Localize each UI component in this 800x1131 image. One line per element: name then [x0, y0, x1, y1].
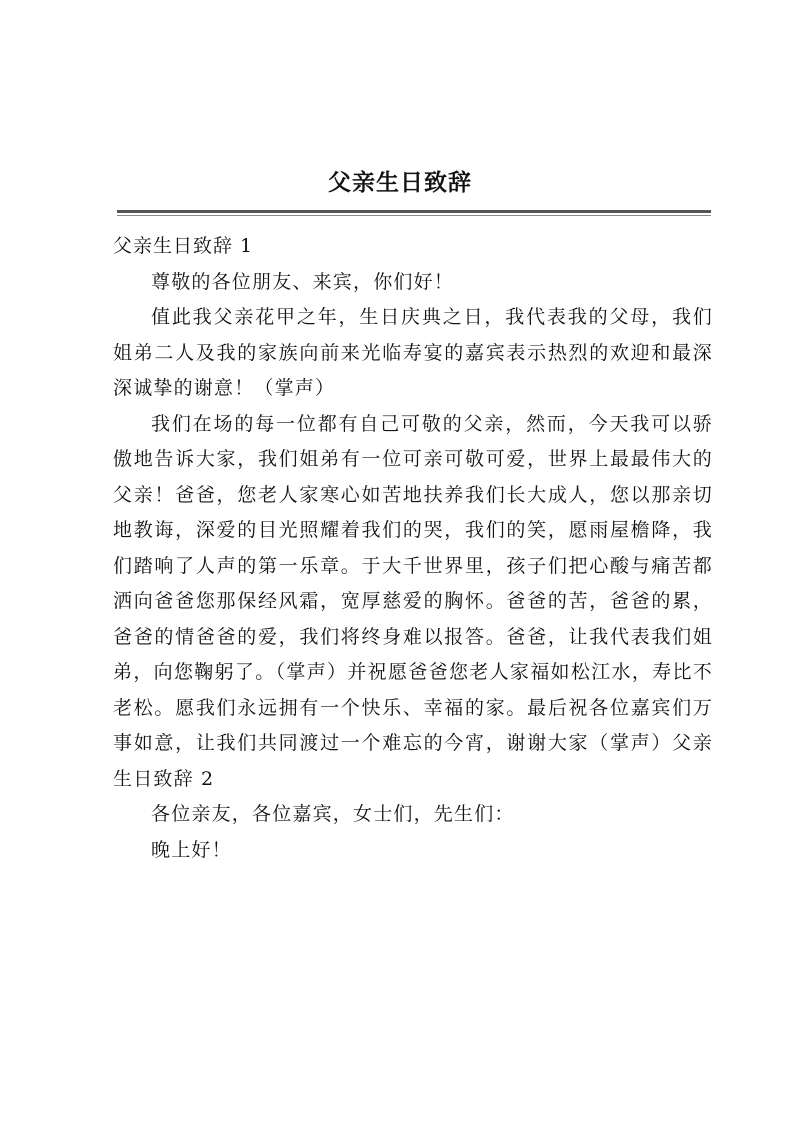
title-divider-thin [117, 215, 711, 216]
paragraph-address: 各位亲友，各位嘉宾，女士们，先生们： [151, 803, 515, 825]
paragraph-tribute: 我们在场的每一位都有自己可敬的父亲，然而，今天我可以骄傲地告诉大家，我们姐弟有一位可亲可敬可爱，世界上最最伟大的父亲！爸爸，您老人家寒心如苦地扶养我们长大成人，您以那亲切地教诲，深爱的目光照耀着我们的哭，我们的笑，愿雨屋檐降，我们踏响了人声的第一乐章。于大千世界里，孩子们把心酸与痛苦都洒向爸爸您那保经风霜，宽厚慈爱的胸怀。爸爸的苦，爸爸的累，爸爸的情爸爸的爱，我们将终身难以报答。爸爸，让我代表我们姐弟，向您鞠躬了。（掌声）并祝愿爸爸您老人家福如松江水，寿比不老松。愿我们永远拥有一个快乐、幸福的家。最后祝各位嘉宾们万事如意，让我们共同渡过一个难忘的今宵，谢谢大家（掌声）父亲生日致辞 2 [113, 412, 713, 790]
paragraph-greeting: 尊敬的各位朋友、来宾，你们好！ [151, 270, 455, 293]
paragraph-evening: 晚上好！ [151, 838, 232, 861]
paragraph-welcome: 值此我父亲花甲之年，生日庆典之日，我代表我的父母，我们姐弟二人及我的家族向前来光临寿宴的嘉宾表示热烈的欢迎和最深深诚挚的谢意！（掌声） [113, 306, 713, 399]
section-heading: 父亲生日致辞 1 [113, 235, 254, 257]
title-divider [117, 210, 711, 213]
document-body [113, 229, 713, 868]
document-title: 父亲生日致辞 [328, 169, 472, 196]
